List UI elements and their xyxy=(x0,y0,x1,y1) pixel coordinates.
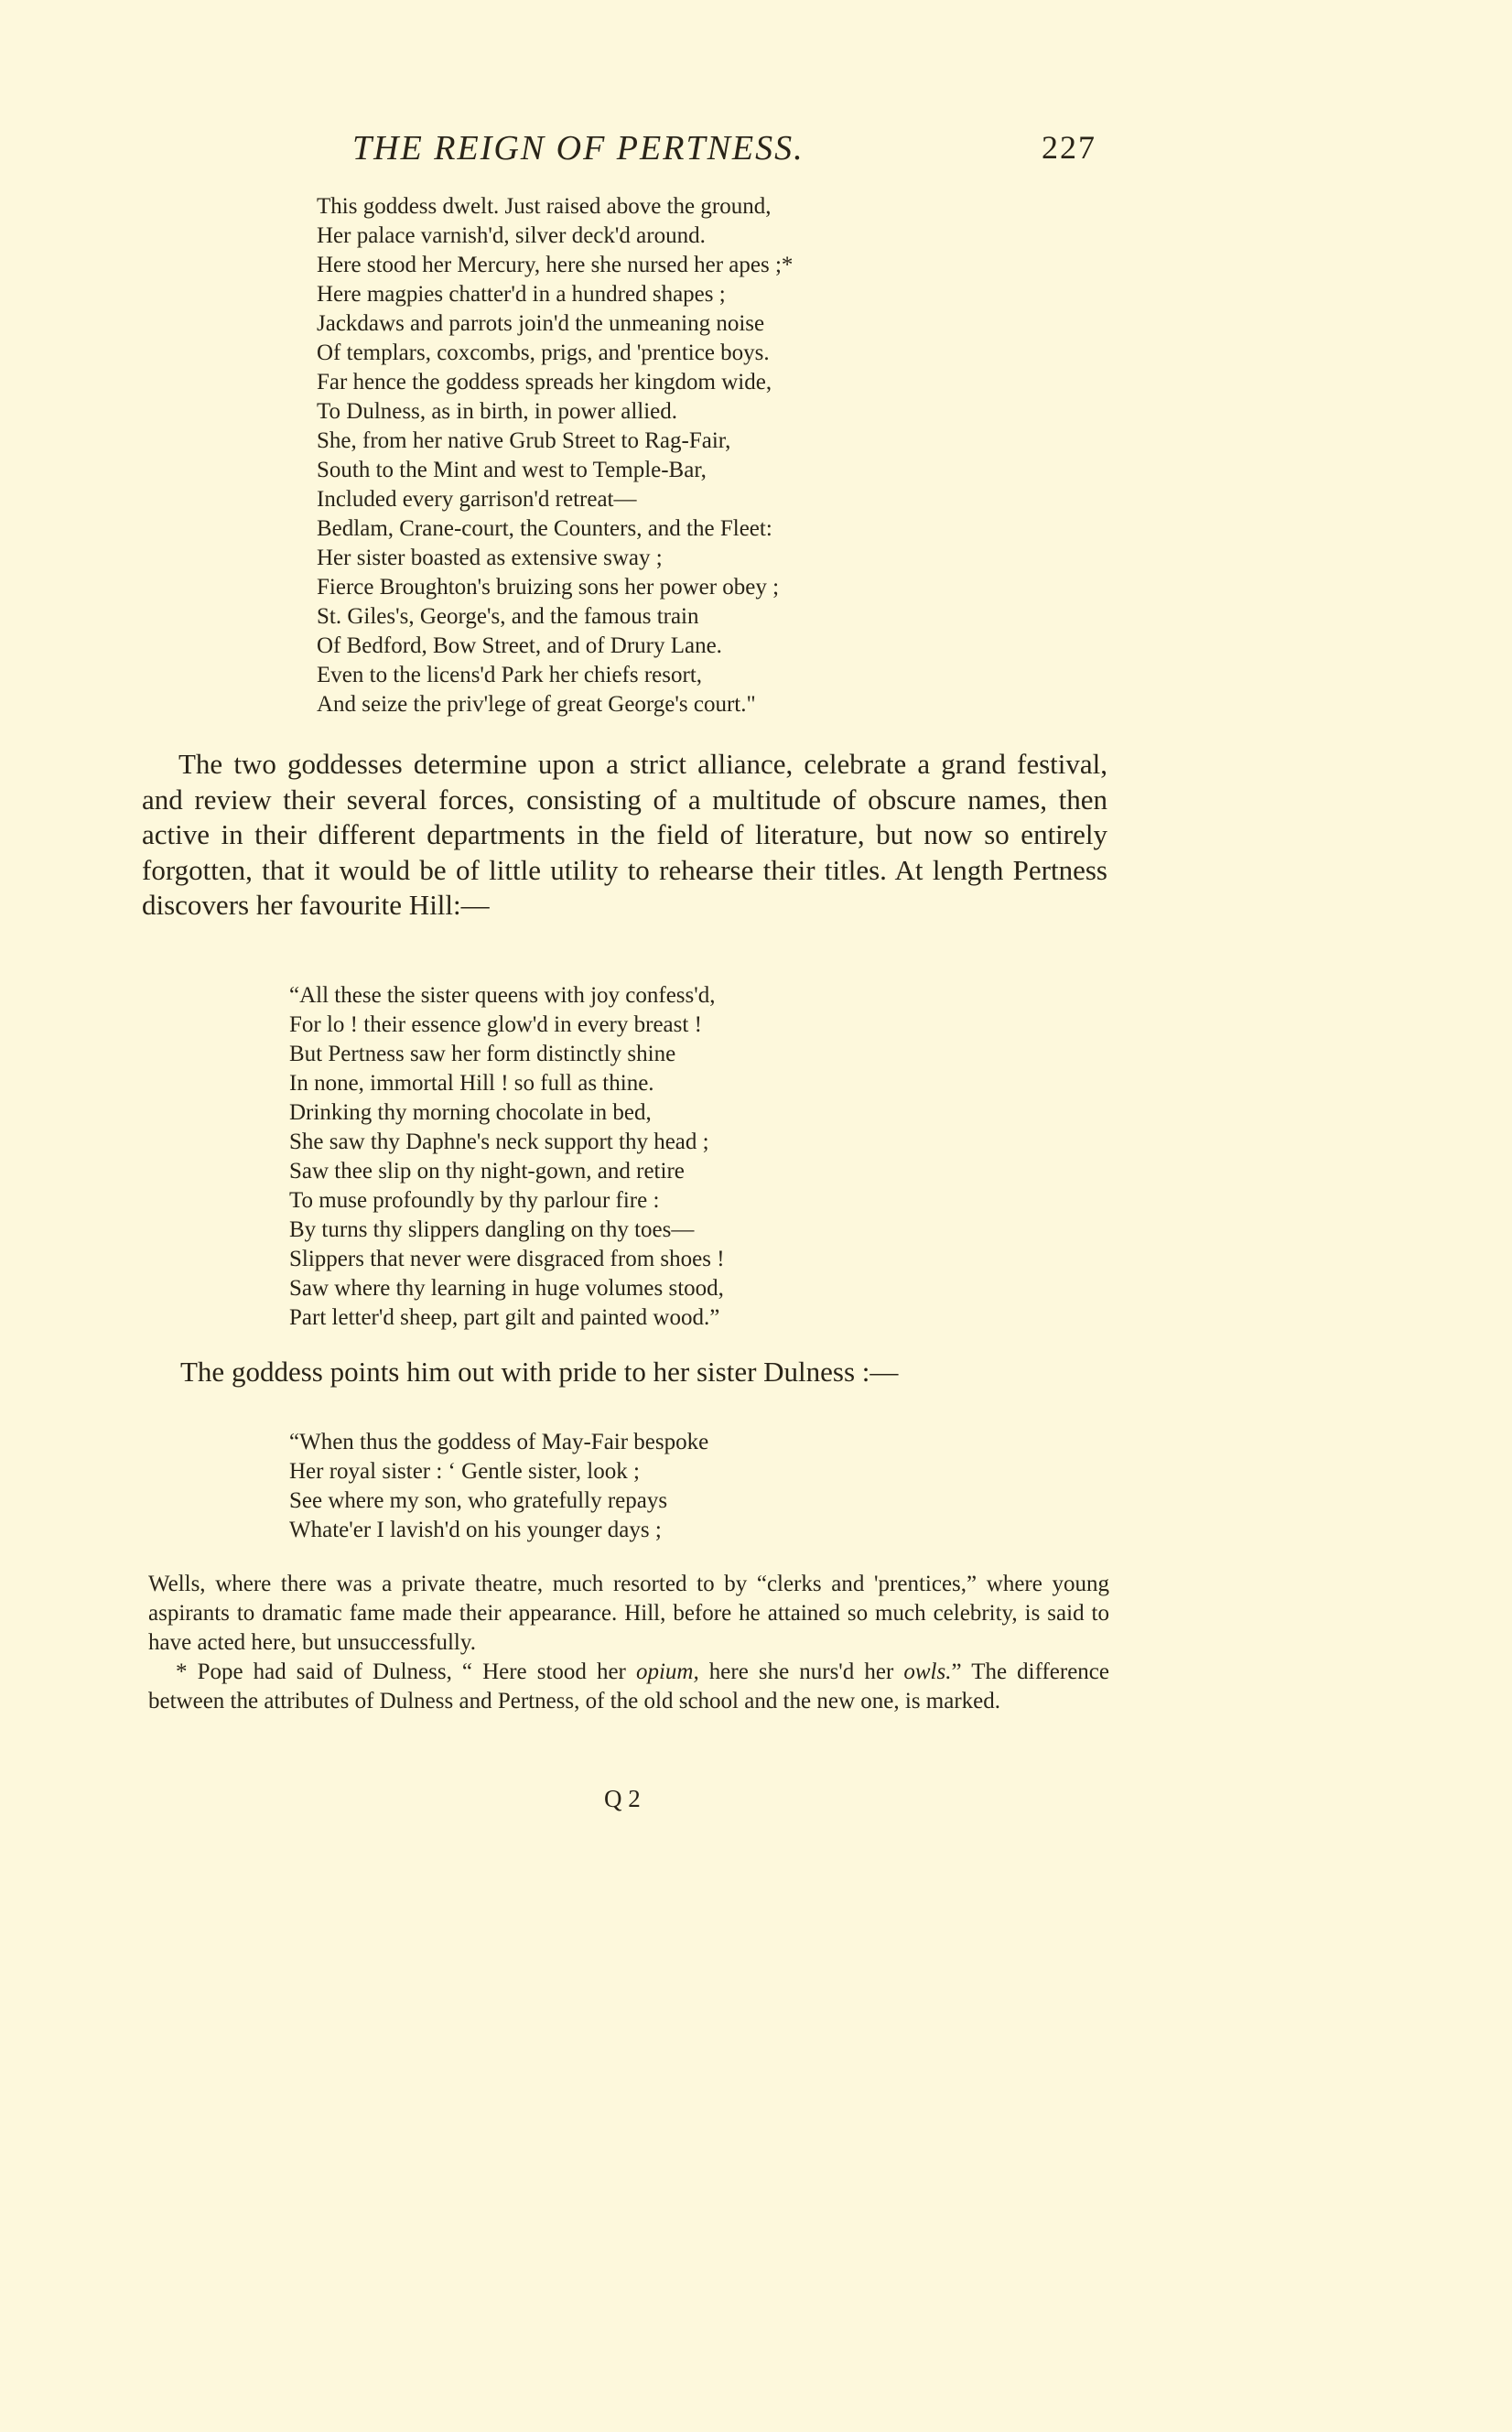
verse-block-1 xyxy=(317,192,793,719)
verse-line: She, from her native Grub Street to Rag-Fair, xyxy=(317,428,731,453)
page-number: 227 xyxy=(1042,129,1096,166)
footnote-emphasis-opium: opium, xyxy=(635,1659,699,1684)
footnote-text: * Pope had said of Dulness, “ Here stood her xyxy=(176,1659,636,1684)
verse-line: In none, immortal Hill ! so full as thine. xyxy=(289,1071,654,1096)
verse-line: Bedlam, Crane-court, the Counters, and the Fleet: xyxy=(317,516,772,541)
verse-line: Here stood her Mercury, here she nursed her apes ;* xyxy=(317,253,794,277)
verse-line: To Dulness, as in birth, in power allied. xyxy=(317,399,678,424)
verse-block-2 xyxy=(289,981,725,1333)
prose-paragraph-1: The two goddesses determine upon a strict alliance, celebrate a grand festival, and review their several forces, consisting of a multitude of obscure names, then active in their different departments in the field of literature, but now so entirely forgotten, that it would be of little utility to rehearse their titles. At length Pertness discovers her favourite Hill:— xyxy=(142,748,1107,921)
verse-line: She saw thy Daphne's neck support thy head ; xyxy=(289,1130,709,1154)
footnote-emphasis-owls: owls. xyxy=(903,1659,952,1684)
verse-line: St. Giles's, George's, and the famous train xyxy=(317,604,699,629)
verse-line: This goddess dwelt. Just raised above the ground, xyxy=(317,194,772,219)
verse-line: Saw thee slip on thy night-gown, and retire xyxy=(289,1159,685,1184)
verse-line: Even to the licens'd Park her chiefs resort, xyxy=(317,663,703,687)
verse-line: See where my son, who gratefully repays xyxy=(289,1488,668,1513)
footnote-text: here she nurs'd her xyxy=(698,1659,904,1684)
verse-line: And seize the priv'lege of great George's court." xyxy=(317,692,756,717)
verse-line: By turns thy slippers dangling on thy toes— xyxy=(289,1217,695,1242)
running-title: THE REIGN OF PERTNESS. xyxy=(352,129,805,168)
verse-line: Included every garrison'd retreat— xyxy=(317,487,637,512)
verse-line: Of Bedford, Bow Street, and of Drury Lane. xyxy=(317,633,722,658)
verse-line: To muse profoundly by thy parlour fire : xyxy=(289,1188,660,1213)
verse-line: Her sister boasted as extensive sway ; xyxy=(317,546,663,570)
verse-line: Of templars, coxcombs, prigs, and 'prentice boys. xyxy=(317,340,770,365)
verse-line: For lo ! their essence glow'd in every breast ! xyxy=(289,1012,702,1037)
footnote-text: ” The difference between the attributes of Dulness and Pertness, of the old school and the new one, is marked. xyxy=(148,1659,1109,1713)
verse-line: “When thus the goddess of May-Fair bespoke xyxy=(289,1430,709,1454)
verse-line: “All these the sister queens with joy confess'd, xyxy=(289,983,716,1008)
footnote-continuation: Wells, where there was a private theatre, much resorted to by “clerks and 'prentices,” where young aspirants to dramatic fame made their appearance. Hill, before he attained so much celebrity, is said to have acted here, but unsuccessfully. xyxy=(148,1572,1109,1655)
verse-line: Slippers that never were disgraced from shoes ! xyxy=(289,1247,725,1271)
verse-line: South to the Mint and west to Temple-Bar, xyxy=(317,458,707,482)
verse-line: Fierce Broughton's bruizing sons her power obey ; xyxy=(317,575,780,600)
footnote-pope xyxy=(148,1658,1109,1716)
verse-line: Jackdaws and parrots join'd the unmeaning noise xyxy=(317,311,765,336)
verse-line: Drinking thy morning chocolate in bed, xyxy=(289,1100,652,1125)
verse-line: Her royal sister : ‘ Gentle sister, look ; xyxy=(289,1459,640,1484)
verse-line: Whate'er I lavish'd on his younger days ; xyxy=(289,1518,662,1542)
verse-line: Part letter'd sheep, part gilt and painted wood.” xyxy=(289,1305,720,1330)
verse-line: Far hence the goddess spreads her kingdom wide, xyxy=(317,370,772,395)
signature-mark: Q 2 xyxy=(604,1785,641,1812)
prose-paragraph-2: The goddess points him out with pride to her sister Dulness :— xyxy=(180,1356,899,1388)
verse-line: Here magpies chatter'd in a hundred shapes ; xyxy=(317,282,726,307)
footnotes xyxy=(148,1570,1109,1716)
verse-line: Her palace varnish'd, silver deck'd around. xyxy=(317,223,706,248)
verse-line: Saw where thy learning in huge volumes stood, xyxy=(289,1276,724,1301)
verse-line: But Pertness saw her form distinctly shine xyxy=(289,1042,676,1066)
verse-block-3 xyxy=(289,1428,708,1545)
